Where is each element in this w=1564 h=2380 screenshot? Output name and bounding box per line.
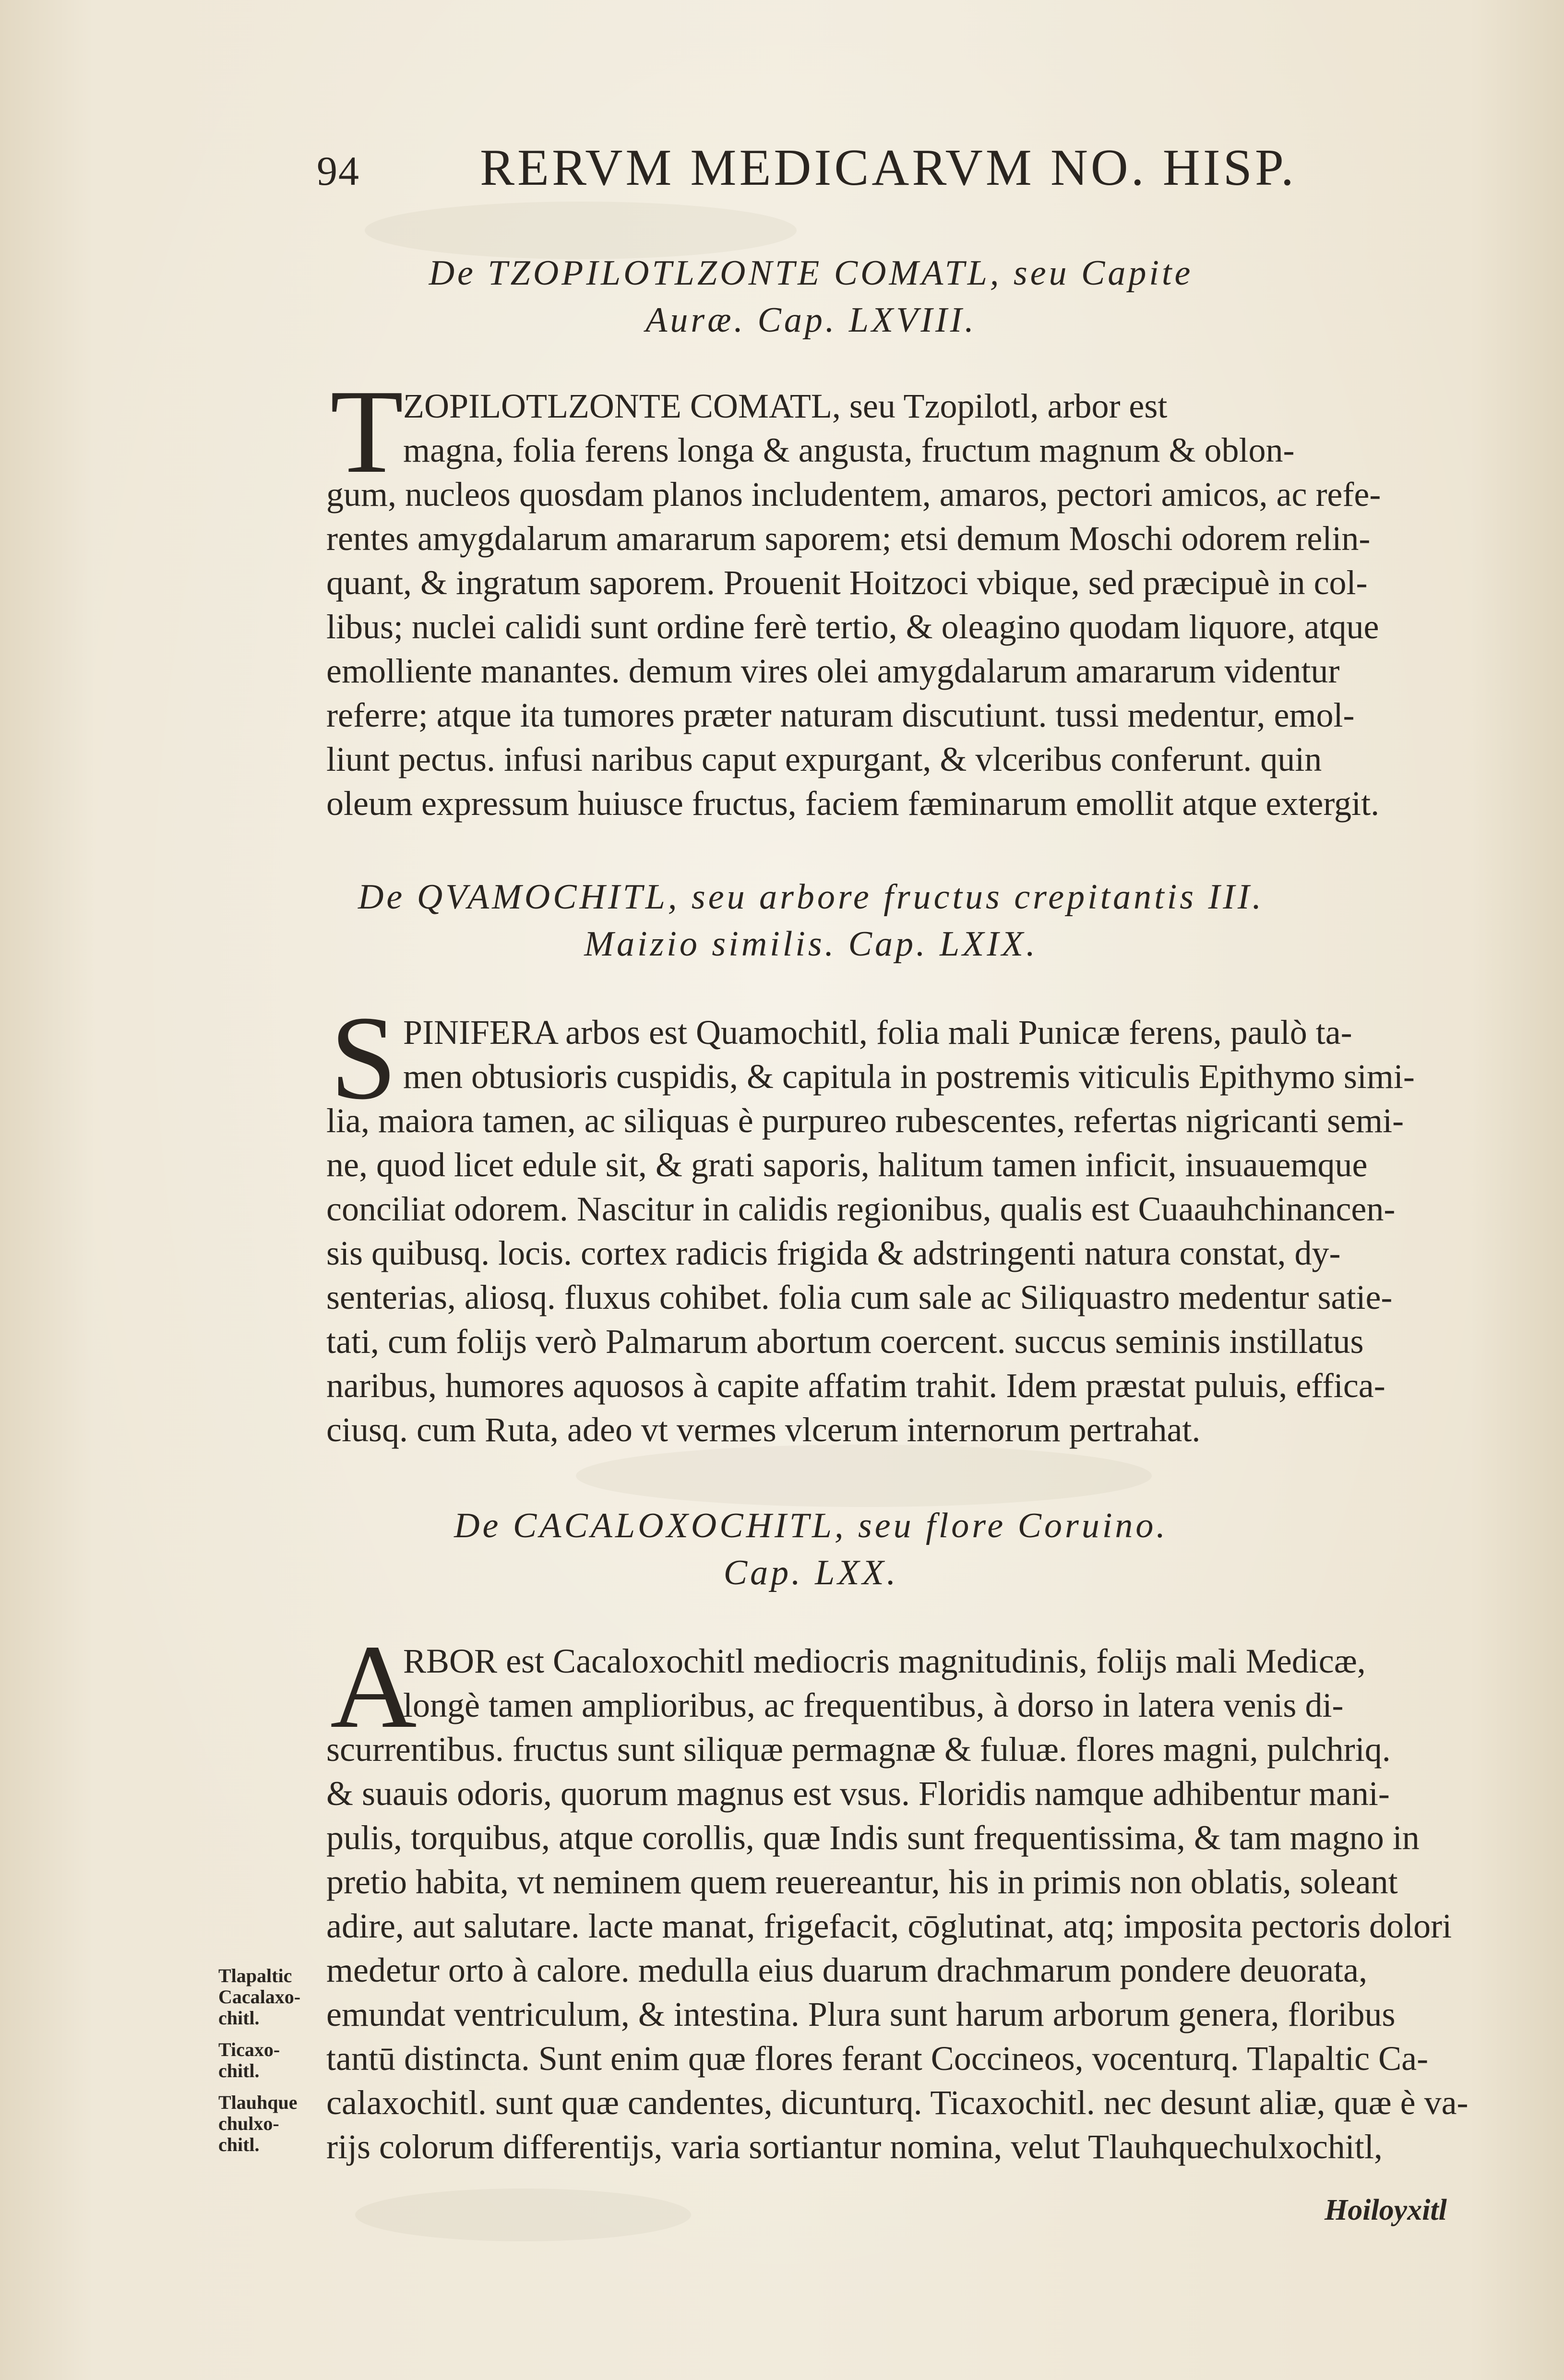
- chapter-title-line: De TZOPILOTLZONTE COMATL, seu Capite: [429, 253, 1194, 293]
- text-line: lia, maiora tamen, ac siliquas è purpureo rubescentes, refertas nigricanti semi-: [326, 1101, 1404, 1140]
- chapter-heading-68: [307, 250, 1315, 344]
- chapter-heading-70: [307, 1502, 1315, 1596]
- text-line: naribus, humores aquosos à capite affatim trahit. Idem præstat puluis, effica-: [326, 1366, 1385, 1405]
- text-line: emolliente manantes. demum vires olei amygdalarum amararum videntur: [326, 652, 1340, 690]
- chapter-title-line: Cap. LXX.: [723, 1553, 899, 1592]
- drop-cap: A: [330, 1620, 417, 1753]
- text-line: adire, aut salutare. lacte manat, frigefacit, cōglutinat, atq; imposita pectoris dolori: [326, 1907, 1452, 1945]
- text-line: quant, & ingratum saporem. Prouenit Hoitzoci vbique, sed præcipuè in col-: [326, 563, 1368, 602]
- running-head: RERVM MEDICARVM NO. HISP.: [480, 139, 1297, 196]
- text-line: scurrentibus. fructus sunt siliquæ permagnæ & fuluæ. flores magni, pulchriq.: [326, 1730, 1391, 1769]
- margin-note-line: chitl.: [218, 2134, 260, 2155]
- text-line: tantū distincta. Sunt enim quæ flores ferant Coccineos, vocenturq. Tlapaltic Ca-: [326, 2039, 1429, 2078]
- margin-notes: [218, 1965, 326, 2166]
- drop-cap: S: [330, 992, 397, 1124]
- text-line: pulis, torquibus, atque corollis, quæ Indis sunt frequentissima, & tam magno in: [326, 1818, 1420, 1857]
- chapter-title-line: Auræ. Cap. LXVIII.: [645, 300, 977, 340]
- margin-note: [218, 1965, 326, 2029]
- chapter-title-line: Maizio similis. Cap. LXIX.: [584, 924, 1038, 964]
- text-line: ZOPILOTLZONTE COMATL, seu Tzopilotl, arbor est: [403, 387, 1168, 425]
- text-line: RBOR est Cacaloxochitl mediocris magnitudinis, folijs mali Medicæ,: [403, 1642, 1366, 1680]
- paper-stain: [355, 2189, 691, 2241]
- text-line: medetur orto à calore. medulla eius duarum drachmarum pondere deuorata,: [326, 1951, 1368, 1989]
- text-line: ne, quod licet edule sit, & grati saporis, halitum tamen inficit, insuauemque: [326, 1146, 1368, 1184]
- chapter-title-line: De CACALOXOCHITL, seu flore Coruino.: [454, 1506, 1168, 1545]
- chapter-title-line: De QVAMOCHITL, seu arbore fructus crepitantis III.: [358, 877, 1265, 917]
- chapter-body-70: [326, 1620, 1478, 2169]
- margin-note: [218, 2039, 326, 2081]
- text-line: conciliat odorem. Nascitur in calidis regionibus, qualis est Cuaauhchinancen-: [326, 1190, 1396, 1228]
- text-line: rentes amygdalarum amararum saporem; etsi demum Moschi odorem relin-: [326, 519, 1371, 558]
- text-line: sis quibusq. locis. cortex radicis frigida & adstringenti natura constat, dy-: [326, 1234, 1341, 1272]
- text-line: oleum expressum huiusce fructus, faciem fæminarum emollit atque extergit.: [326, 784, 1380, 823]
- margin-note-line: Cacalaxo-: [218, 1986, 301, 2008]
- text-line: PINIFERA arbos est Quamochitl, folia mali Punicæ ferens, paulò ta-: [403, 1013, 1352, 1052]
- chapter-body-68: [326, 365, 1478, 825]
- text-line: pretio habita, vt neminem quem reuereantur, his in primis non oblatis, soleant: [326, 1863, 1398, 1901]
- paper-stain: [576, 1445, 1152, 1507]
- margin-note: [218, 2092, 326, 2155]
- margin-note-line: Tlauhque: [218, 2092, 298, 2113]
- text-line: tati, cum folijs verò Palmarum abortum coercent. succus seminis instillatus: [326, 1322, 1364, 1361]
- text-line: emundat ventriculum, & intestina. Plura sunt harum arborum genera, floribus: [326, 1995, 1396, 2033]
- text-line: magna, folia ferens longa & angusta, fructum magnum & oblon-: [403, 431, 1295, 469]
- text-line: longè tamen amplioribus, ac frequentibus, à dorso in latera venis di-: [403, 1686, 1344, 1724]
- margin-note-line: Tlapaltic: [218, 1965, 292, 1986]
- text-line: rijs colorum differentijs, varia sortiantur nomina, velut Tlauhquechulxochitl,: [326, 2128, 1383, 2166]
- margin-note-line: Ticaxo-: [218, 2039, 280, 2060]
- drop-cap: T: [330, 365, 404, 498]
- page-header: [317, 130, 1468, 202]
- catchword: Hoiloyxitl: [1325, 2194, 1447, 2226]
- margin-note-line: chulxo-: [218, 2113, 279, 2134]
- chapter-body-69: [326, 992, 1478, 1452]
- text-line: calaxochitl. sunt quæ candentes, dicunturq. Ticaxochitl. nec desunt aliæ, quæ è va-: [326, 2083, 1468, 2122]
- text-line: senterias, aliosq. fluxus cohibet. folia cum sale ac Siliquastro medentur satie-: [326, 1278, 1393, 1316]
- text-line: libus; nuclei calidi sunt ordine ferè tertio, & oleagino quodam liquore, atque: [326, 608, 1379, 646]
- chapter-heading-69: [307, 873, 1315, 968]
- text-line: & suauis odoris, quorum magnus est vsus. Floridis namque adhibentur mani-: [326, 1774, 1390, 1813]
- text-line: ciusq. cum Ruta, adeo vt vermes vlcerum internorum pertrahat.: [326, 1411, 1201, 1449]
- margin-note-line: chitl.: [218, 2060, 260, 2081]
- margin-note-line: chitl.: [218, 2007, 260, 2029]
- text-line: liunt pectus. infusi naribus caput expurgant, & vlceribus conferunt. quin: [326, 740, 1322, 778]
- text-line: men obtusioris cuspidis, & capitula in postremis viticulis Epithymo simi-: [403, 1057, 1415, 1096]
- text-line: referre; atque ita tumores præter naturam discutiunt. tussi medentur, emol-: [326, 696, 1355, 734]
- text-line: gum, nucleos quosdam planos includentem, amaros, pectori amicos, ac refe-: [326, 475, 1381, 514]
- page-number: 94: [317, 148, 360, 194]
